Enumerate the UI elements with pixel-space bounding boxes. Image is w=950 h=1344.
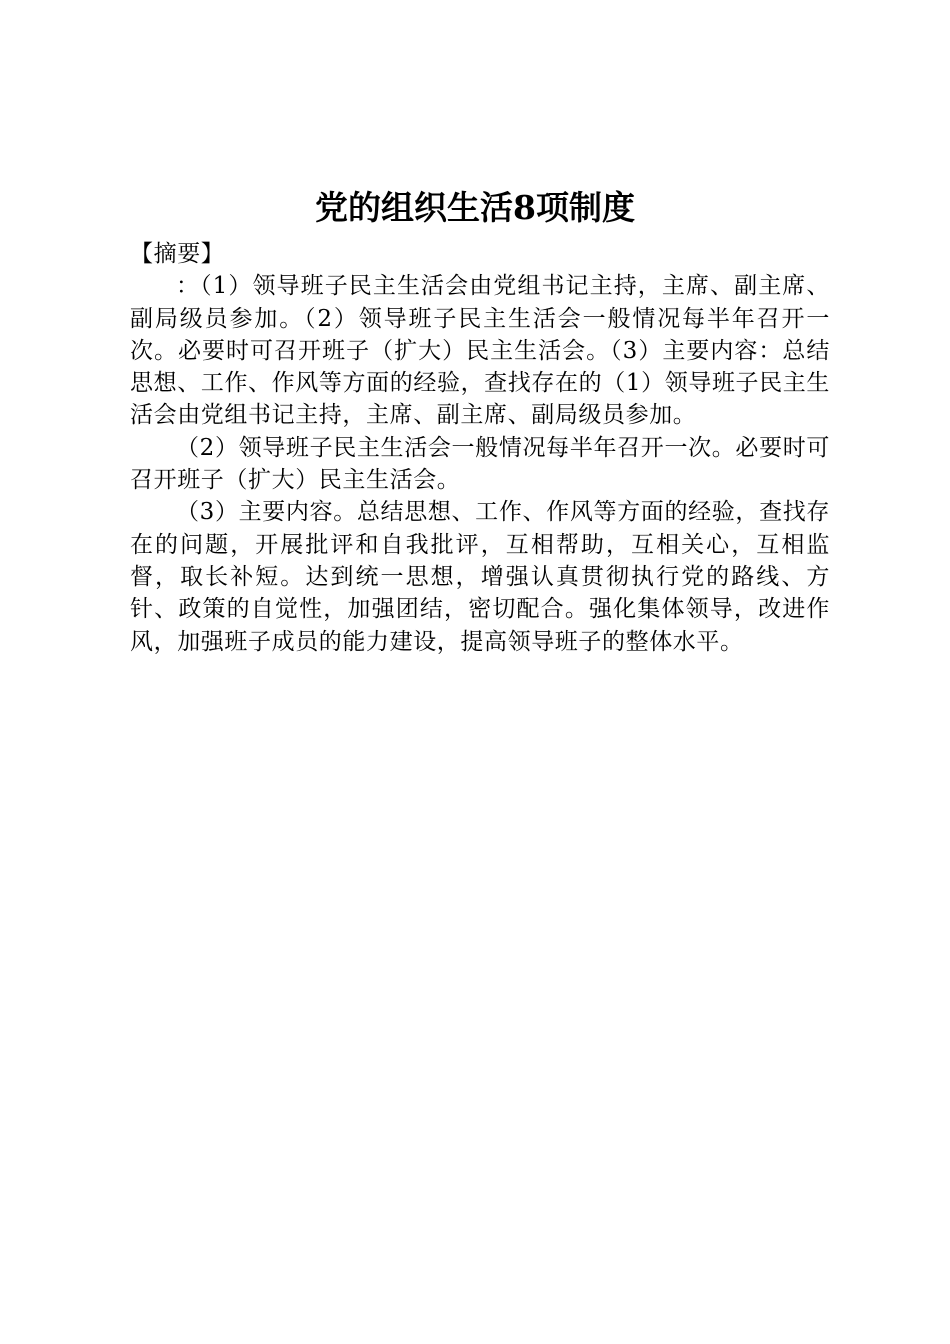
document-title: 党的组织生活8项制度 [315,188,635,227]
paragraph-3: （3）主要内容。总结思想、工作、作风等方面的经验，查找存在的问题，开展批评和自我批评，互相帮助，互相关心，互相监督，取长补短。达到统一思想，增强认真贯彻执行党的路线、方针、政策的自觉性，加强团结，密切配合。强化集体领导，改进作风，加强班子成员的能力建设，提高领导班子的整体水平。 [130,499,830,655]
document-body [130,238,830,658]
paragraph-2: （2）领导班子民主生活会一般情况每半年召开一次。必要时可召开班子（扩大）民主生活会。 [130,434,830,494]
abstract-text: ：（1）领导班子民主生活会由党组书记主持，主席、副主席、副局级员参加。（2）领导班子民主生活会一般情况每半年召开一次。必要时可召开班子（扩大）民主生活会。（3）主要内容：总结思想、工作、作风等方面的经验，查找存在的（1）领导班子民主生活会由党组书记主持，主席、副主席、副局级员参加。 [130,273,830,429]
abstract-label: 【摘要】 [130,241,225,267]
